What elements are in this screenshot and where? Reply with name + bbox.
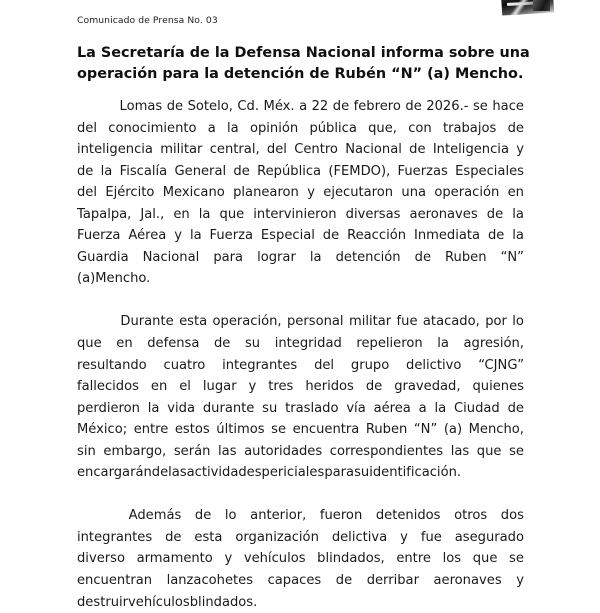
word: Ruben [365, 422, 408, 438]
word: Jal., [140, 206, 165, 222]
word: de [365, 379, 383, 395]
word: (a) [77, 271, 96, 287]
word: la [309, 249, 322, 265]
word: de [487, 228, 505, 244]
word: Reacción [347, 228, 407, 244]
word: derribar [366, 573, 419, 589]
word: de [165, 529, 182, 545]
word: militar [160, 142, 203, 158]
word: para [213, 249, 244, 265]
word: de [405, 99, 422, 114]
word: lo [512, 314, 524, 330]
word: que [476, 443, 502, 459]
page-title-line-1: La Secretaría de la Defensa Nacional informa sobre una [77, 45, 530, 61]
word: se [509, 551, 524, 567]
word: Fuerzas [397, 163, 448, 179]
word: traslado [285, 400, 339, 416]
word: ejecutaron [323, 185, 394, 201]
word: fallecidos [77, 379, 139, 395]
word: fue [420, 529, 442, 545]
word: integrantes [222, 357, 298, 373]
word: de [233, 163, 250, 179]
word: la [512, 206, 524, 222]
word: de [332, 99, 350, 114]
page-title-line-2: operación para la detención de Rubén “N” (a) Mencho. [77, 65, 524, 82]
word: de [409, 142, 426, 158]
word: pública [309, 120, 357, 136]
word: del [266, 142, 287, 158]
word: identificación. [369, 465, 462, 481]
document-body [77, 96, 524, 613]
word: últimos [216, 422, 265, 438]
word: autoridades [244, 443, 323, 459]
text-line [77, 225, 524, 247]
word: en [173, 206, 190, 222]
word: vehículos [243, 551, 306, 567]
word: perdieron [77, 400, 140, 416]
word: heridos [305, 379, 354, 395]
word: durante [202, 400, 255, 416]
text-line [77, 268, 524, 290]
word: opinión [249, 120, 299, 136]
word: embargo, [103, 443, 167, 459]
word: del [77, 120, 98, 136]
word: Mencho. [95, 271, 151, 287]
word: Tapalpa, [77, 206, 132, 222]
word: operación [434, 185, 500, 201]
word: México; [77, 422, 128, 438]
word: atacado, [422, 314, 480, 330]
text-line [77, 311, 524, 333]
word: periciales [261, 465, 325, 481]
word: su [354, 465, 370, 481]
word: de [166, 99, 184, 114]
text-line [77, 527, 524, 549]
text-line [77, 139, 524, 161]
word: aeronaves [409, 206, 478, 222]
text-line [77, 419, 524, 441]
word: Méx. [263, 99, 295, 114]
text-line [77, 570, 524, 592]
word: planearon [233, 185, 299, 201]
word: Lomas [119, 99, 163, 114]
word: capaces [267, 573, 322, 589]
word: encuentran [77, 573, 153, 589]
word: Ruben [445, 249, 487, 265]
word: (a) [443, 422, 463, 438]
word: gravedad, [394, 379, 461, 395]
word: que [219, 206, 245, 222]
word: y [248, 379, 257, 395]
word: Durante [120, 314, 174, 330]
word: la [227, 120, 239, 136]
first-line-indent [77, 311, 115, 333]
word: delictiva [331, 529, 388, 545]
paragraph-2 [77, 311, 524, 483]
word: quienes [472, 379, 524, 395]
word: resultando [77, 357, 147, 373]
text-line [77, 96, 524, 118]
word: esta [179, 314, 208, 330]
word: que, [368, 120, 397, 136]
word: operación, [212, 314, 282, 330]
word: a [207, 120, 216, 136]
word: blindados, [317, 551, 385, 567]
word: Aérea [128, 228, 167, 244]
word: que [472, 551, 498, 567]
word: vía [346, 400, 366, 416]
word: central, [209, 142, 260, 158]
word: 22 [311, 99, 329, 114]
word: inteligencia [77, 142, 153, 158]
word: de [414, 249, 432, 265]
word: tres [268, 379, 294, 395]
word: una [401, 185, 427, 201]
press-release-number: Comunicado de Prensa No. 03 [77, 15, 218, 26]
text-line [77, 462, 524, 484]
word: para [324, 465, 355, 481]
word: febrero [353, 99, 401, 114]
word: Centro [294, 142, 338, 158]
word: se [271, 422, 287, 438]
text-line [77, 505, 524, 527]
word: Fuerza [77, 228, 121, 244]
top-partial-photo-image [503, 0, 550, 11]
word: aeronaves [433, 573, 502, 589]
word: Guardia [77, 249, 129, 265]
word: de [335, 573, 353, 589]
word: trabajos [442, 120, 497, 136]
word: diverso [77, 551, 125, 567]
word: su [244, 336, 261, 352]
word: se [472, 99, 488, 114]
word: la [147, 400, 160, 416]
text-line [77, 118, 524, 140]
word: las [450, 443, 470, 459]
word: destruir [77, 594, 129, 610]
text-line [77, 355, 524, 377]
word: detenidos [375, 508, 441, 524]
word: detención [335, 249, 401, 265]
text-line [77, 376, 524, 398]
word: anterior, [250, 508, 307, 524]
word: y [516, 142, 524, 158]
word: hace [492, 99, 524, 114]
word: a [418, 400, 427, 416]
word: fue [396, 314, 418, 330]
word: diversas [345, 206, 401, 222]
word: lugar [202, 379, 237, 395]
text-line [77, 161, 524, 183]
word: defensa [147, 336, 200, 352]
word: de [194, 508, 212, 524]
word: vehículos [128, 594, 190, 610]
word: lograr [257, 249, 296, 265]
word: por [485, 314, 507, 330]
word: República [257, 163, 322, 179]
word: actividades [186, 465, 262, 481]
word: delictivo [406, 357, 462, 373]
word: Mexicano [162, 185, 225, 201]
word: General [174, 163, 227, 179]
word: Sotelo, [187, 99, 233, 114]
word: encargarán [77, 465, 152, 481]
word: la [512, 228, 524, 244]
word: que [77, 336, 102, 352]
word: asegurado [454, 529, 524, 545]
word: personal [287, 314, 344, 330]
word: correspondientes [329, 443, 444, 459]
text-line [77, 247, 524, 269]
word: armamento [136, 551, 213, 567]
word: fueron [319, 508, 363, 524]
word: la [437, 336, 449, 352]
word: Ejército [105, 185, 155, 201]
word: Ciudad [454, 400, 500, 416]
word: los [442, 551, 462, 567]
word: Especial [260, 228, 315, 244]
word: la [100, 163, 113, 179]
word: Fuerza [209, 228, 253, 244]
word: del [77, 185, 98, 201]
word: y [174, 228, 183, 244]
first-line-indent [77, 96, 115, 118]
word: conocimiento [108, 120, 197, 136]
word: estos [174, 422, 210, 438]
word: repelieron [356, 336, 423, 352]
word: a [299, 99, 308, 114]
word: grupo [350, 357, 390, 373]
text-line [77, 548, 524, 570]
word: de [486, 206, 504, 222]
word: (FEMDO), [328, 163, 391, 179]
text-line [77, 398, 524, 420]
word: entre [396, 551, 431, 567]
word: el [179, 379, 191, 395]
word: en [150, 379, 168, 395]
word: Inteligencia [432, 142, 509, 158]
word: agresión, [463, 336, 524, 352]
word: dos [500, 508, 524, 524]
word: Además [128, 508, 182, 524]
word: de [151, 465, 169, 481]
paragraph-1 [77, 96, 524, 290]
paragraph-3 [77, 505, 524, 613]
word: con [408, 120, 432, 136]
word: Fiscalía [119, 163, 168, 179]
text-line [77, 592, 524, 613]
word: integrantes [77, 529, 153, 545]
word: lo [224, 508, 237, 524]
word: Mencho, [468, 422, 524, 438]
word: blindados. [189, 594, 258, 610]
text-line [77, 204, 524, 226]
word: se [509, 443, 524, 459]
word: “CJNG” [478, 357, 524, 373]
word: militar [348, 314, 392, 330]
word: la [434, 400, 447, 416]
word: Cd. [237, 99, 260, 114]
word: aérea [373, 400, 411, 416]
word: de [507, 400, 524, 416]
word: “N” [500, 249, 524, 265]
word: entre [133, 422, 169, 438]
word: y [516, 573, 524, 589]
word: del [314, 357, 335, 373]
word: serán [173, 443, 211, 459]
word: otros [454, 508, 488, 524]
word: de [507, 120, 524, 136]
word: su [262, 400, 278, 416]
text-line [77, 333, 524, 355]
word: de [77, 163, 94, 179]
word: Inmediata [413, 228, 481, 244]
word: encuentra [292, 422, 360, 438]
word: Especiales [455, 163, 524, 179]
word: las [218, 443, 237, 459]
word: Nacional [142, 249, 200, 265]
word: las [168, 465, 187, 481]
word: lanzacohetes [166, 573, 254, 589]
word: organización [235, 529, 319, 545]
text-line [77, 441, 524, 463]
text-line [77, 182, 524, 204]
page-title [77, 43, 530, 84]
word: Nacional [345, 142, 402, 158]
word: “N” [413, 422, 438, 438]
word: sin [77, 443, 96, 459]
word: de [214, 336, 231, 352]
word: de [322, 228, 340, 244]
word: y [400, 529, 408, 545]
word: cuatro [163, 357, 206, 373]
word: intervinieron [253, 206, 337, 222]
word: en [116, 336, 133, 352]
word: y [224, 551, 233, 567]
word: la [198, 206, 211, 222]
photo-dark-region [533, 0, 550, 11]
word: esta [194, 529, 223, 545]
word: en [507, 185, 524, 201]
word: 2026.- [426, 99, 469, 114]
word: y [307, 185, 315, 201]
first-line-indent [77, 505, 115, 527]
word: la [189, 228, 202, 244]
word: integridad [274, 336, 342, 352]
word: vida [167, 400, 195, 416]
